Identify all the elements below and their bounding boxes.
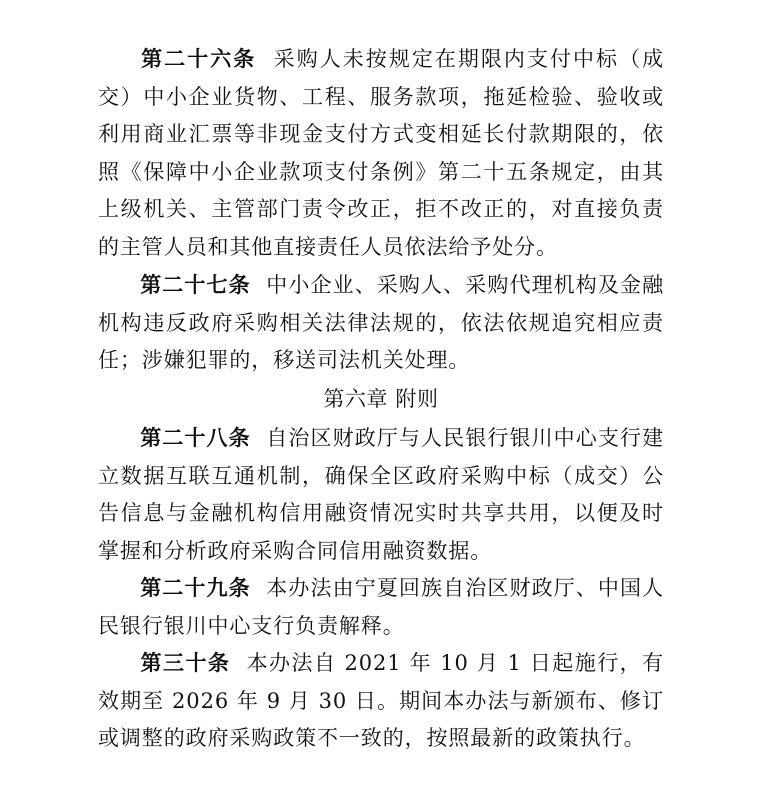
article-29 [98, 570, 664, 645]
article-heading: 第三十条 [140, 651, 231, 675]
article-28 [98, 420, 664, 570]
article-heading: 第二十七条 [140, 273, 251, 297]
article-heading: 第二十九条 [140, 576, 251, 600]
article-heading: 第二十八条 [140, 426, 251, 450]
article-body: 本办法自 2021 年 10 月 1 日起施行，有效期至 2026 年 9 月 30 日。期间本办法与新颁布、修订或调整的政府采购政策不一致的，按照最新的政策执行。 [98, 651, 664, 750]
article-27 [98, 267, 664, 380]
article-body: 自治区财政厅与人民银行银川中心支行建立数据互联互通机制，确保全区政府采购中标（成交）公告信息与金融机构信用融资情况实时共享共用，以便及时掌握和分析政府采购合同信用融资数据。 [98, 426, 664, 563]
chapter-title: 第六章 附则 [323, 386, 439, 411]
article-heading: 第二十六条 [140, 47, 257, 71]
article-30 [98, 645, 664, 758]
article-body: 中小企业、采购人、采购代理机构及金融机构违反政府采购相关法律法规的，依法依规追究相应责任；涉嫌犯罪的，移送司法机关处理。 [98, 273, 664, 372]
document-page [98, 41, 664, 758]
article-26 [98, 41, 664, 266]
article-body: 本办法由宁夏回族自治区财政厅、中国人民银行银川中心支行负责解释。 [98, 576, 664, 638]
article-body: 采购人未按规定在期限内支付中标（成交）中小企业货物、工程、服务款项，拖延检验、验收或利用商业汇票等非现金支付方式变相延长付款期限的，依照《保障中小企业款项支付条例》第二十五条规定，由其上级机关、主管部门责令改正，拒不改正的，对直接负责的主管人员和其他直接责任人员依法给予处分。 [98, 47, 664, 259]
